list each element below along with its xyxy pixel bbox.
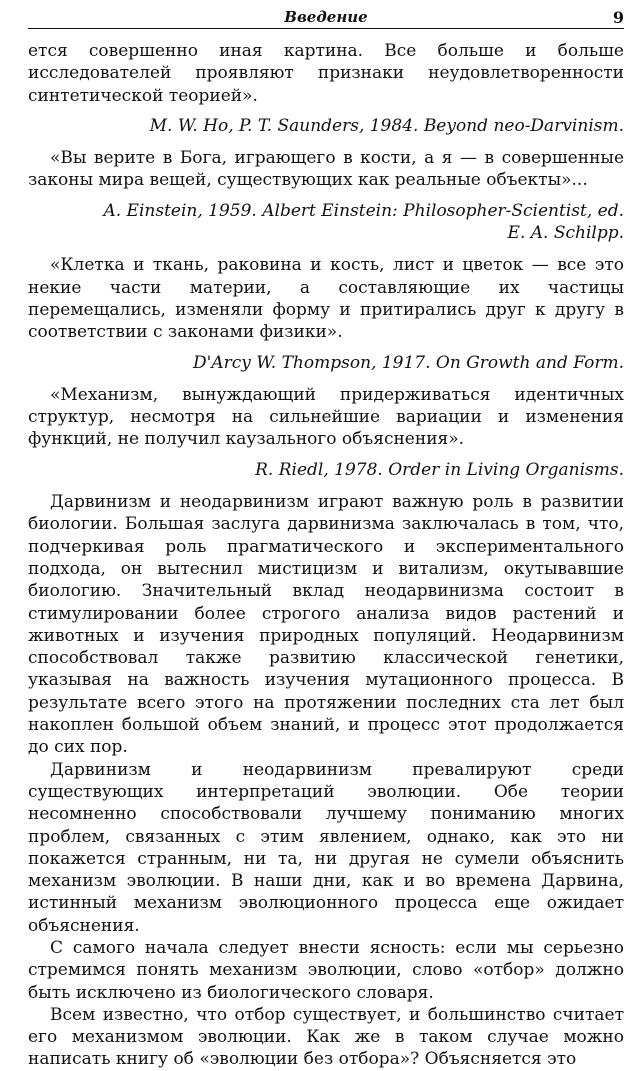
citation-ho-saunders: M. W. Ho, P. T. Saunders, 1984. Beyond neo-Darvinism. bbox=[149, 115, 624, 136]
running-header bbox=[28, 6, 624, 29]
paragraph-4: Всем известно, что отбор существует, и большинство считает его механизмом эволюции. Как же в таком случае можно написать книгу об «эволюции без отбора»? Объясняется это bbox=[28, 1004, 624, 1070]
citation-riedl: R. Riedl, 1978. Order in Living Organisms. bbox=[255, 459, 624, 480]
quote-einstein: «Вы верите в Бога, играющего в кости, а я — в совершенные законы мира вещей, существующих как реальные объекты»... bbox=[28, 148, 624, 191]
citation-thompson: D'Arcy W. Thompson, 1917. On Growth and Form. bbox=[193, 352, 624, 373]
paragraph-1: Дарвинизм и неодарвинизм играют важную роль в развитии биологии. Большая заслуга дарвинизма заключалась в том, что, подчеркивая роль прагматического и экспериментального подхода, он вытеснил мистицизм и витализм, окутывавшие биологию. Значительный вклад неодарвинизма состоит в стимулировании более строгого анализа видов растений и животных и изучения природных популяций. Неодарвинизм способствовал также развитию классической генетики, указывая на важность изучения мутационного процесса. В результате всего этого на протяжении последних ста лет был накоплен большой объем знаний, и процесс этот продолжается до сих пор. bbox=[28, 492, 624, 758]
page-number: 9 bbox=[612, 8, 624, 27]
quote-continuation: ется совершенно иная картина. Все больше и больше исследователей проявляют признаки неудовлетворенности синтетической теорией». bbox=[28, 41, 624, 106]
quote-thompson: «Клетка и ткань, раковина и кость, лист и цветок — все это некие части материи, а составляющие их частицы перемещались, изменяли форму и притирались друг к другу в соответствии с законами физики». bbox=[28, 255, 624, 343]
chapter-title: Введение bbox=[284, 8, 368, 26]
paragraph-2: Дарвинизм и неодарвинизм превалируют среди существующих интерпретаций эволюции. Обе теории несомненно способствовали лучшему пониманию многих проблем, связанных с этим явлением, однако, как это ни покажется странным, ни та, ни другая не сумели объяснить механизм эволюции. В наши дни, как и во времена Дарвина, истинный механизм эволюционного процесса еще ожидает объяснения. bbox=[28, 759, 624, 936]
paragraph-3: С самого начала следует внести ясность: если мы серьезно стремимся понять механизм эволюции, слово «отбор» должно быть исключено из биологического словаря. bbox=[28, 937, 624, 1003]
quote-riedl: «Механизм, вынуждающий придерживаться идентичных структур, несмотря на сильнейшие вариации и изменения функций, не получил каузального объяснения». bbox=[28, 384, 624, 450]
citation-einstein-line2: E. A. Schilpp. bbox=[507, 223, 624, 244]
page-body bbox=[28, 40, 624, 1071]
citation-einstein-line1: A. Einstein, 1959. Albert Einstein: Philosopher-Scientist, ed. bbox=[103, 200, 624, 221]
citation-einstein bbox=[28, 200, 624, 245]
